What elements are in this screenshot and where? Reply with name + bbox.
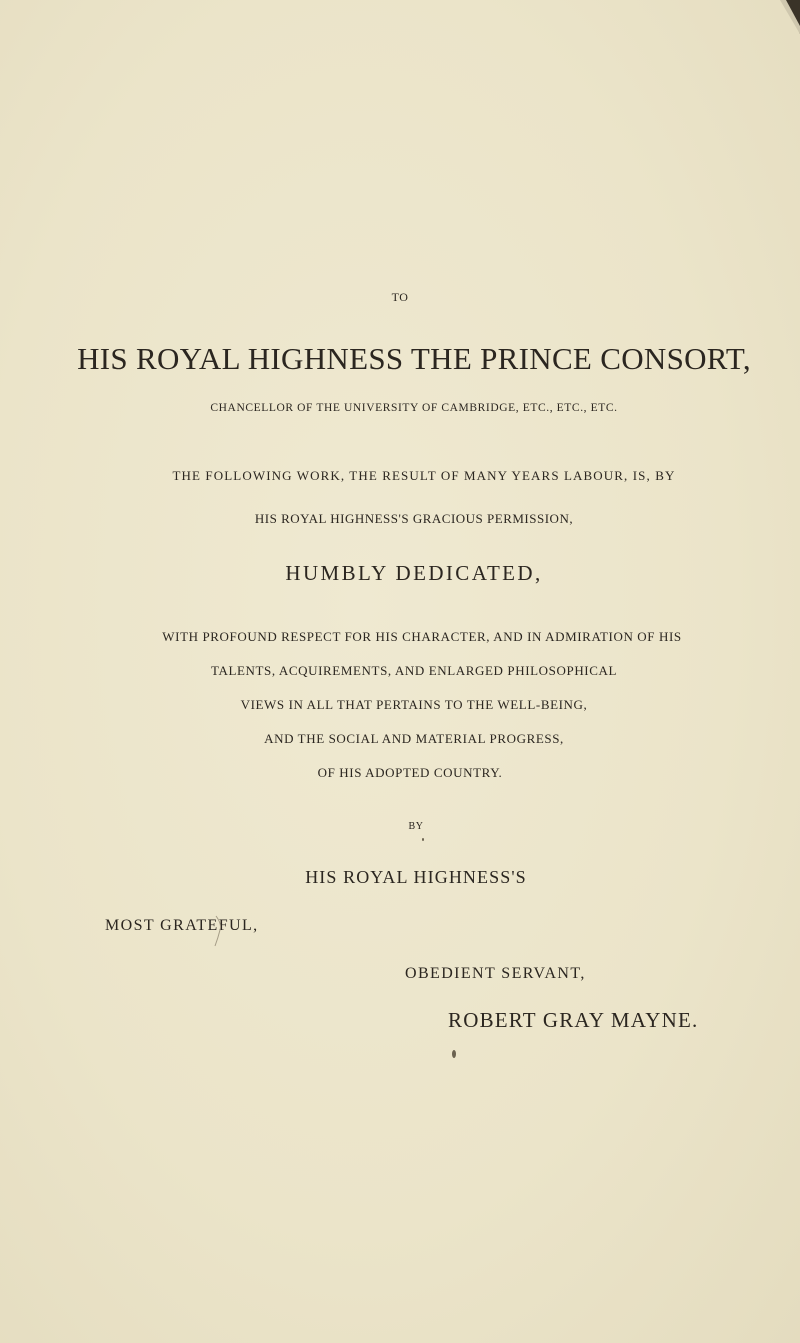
pencil-mark <box>214 914 224 948</box>
respect-line-4: AND THE SOCIAL AND MATERIAL PROGRESS, <box>264 731 564 746</box>
ink-speck <box>422 838 424 841</box>
respect-line-3: VIEWS IN ALL THAT PERTAINS TO THE WELL-BEING, <box>240 697 588 712</box>
chancellor-line: CHANCELLOR OF THE UNIVERSITY OF CAMBRIDGE, ETC., ETC., ETC. <box>210 402 618 414</box>
respect-line-5: OF HIS ADOPTED COUNTRY. <box>317 765 503 780</box>
page-corner-tab <box>780 0 800 34</box>
following-work-line-1: THE FOLLOWING WORK, THE RESULT OF MANY YEARS LABOUR, IS, BY <box>172 468 676 483</box>
respect-line-1: WITH PROFOUND RESPECT FOR HIS CHARACTER, AND IN ADMIRATION OF HIS <box>162 629 682 644</box>
obedient-servant-line: OBEDIENT SERVANT, <box>405 965 586 982</box>
by-label: BY <box>408 821 424 832</box>
respect-line-2: TALENTS, ACQUIREMENTS, AND ENLARGED PHILOSOPHICAL <box>210 663 618 678</box>
author-signature: ROBERT GRAY MAYNE. <box>448 1008 699 1032</box>
most-grateful-line: MOST GRATEFUL, <box>105 917 259 934</box>
dedication-to: TO <box>391 290 409 304</box>
his-royal-highness-line: HIS ROYAL HIGHNESS'S <box>305 867 527 887</box>
following-work-line-2: HIS ROYAL HIGHNESS'S GRACIOUS PERMISSION, <box>254 511 574 526</box>
humbly-dedicated: HUMBLY DEDICATED, <box>285 561 543 585</box>
dedication-title: HIS ROYAL HIGHNESS THE PRINCE CONSORT, <box>77 341 751 376</box>
ink-speck <box>452 1050 456 1058</box>
